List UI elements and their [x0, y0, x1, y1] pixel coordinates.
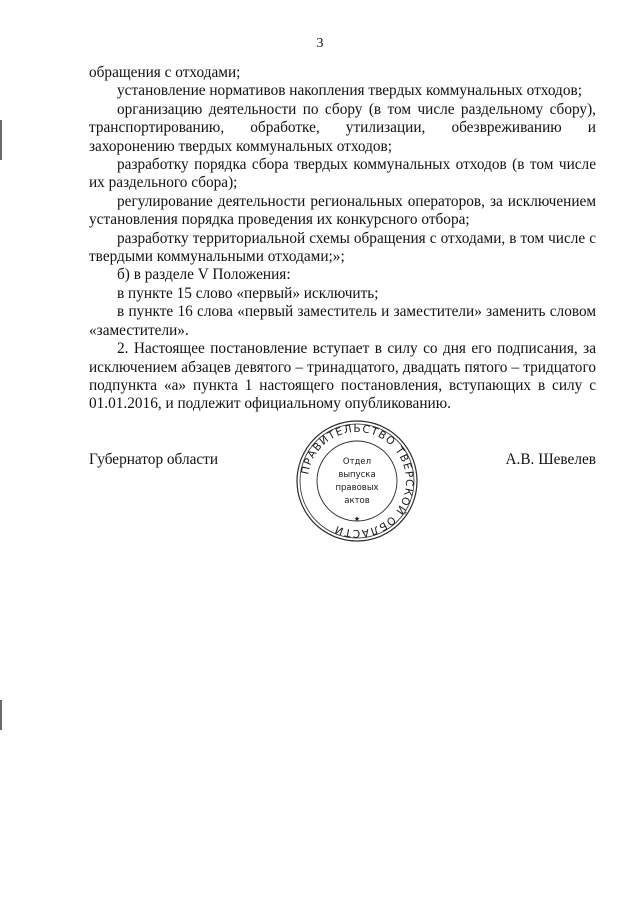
paragraph: организацию деятельности по сбору (в том числе раздельному сбору), транспортированию, обработке, утилизации, обезвреживанию и захоронению твердых коммунальных отходов;	[89, 100, 596, 155]
seal-ring-text: ПРАВИТЕЛЬСТВО ТВЕРСКОЙ ОБЛАСТИ	[299, 422, 416, 540]
document-body	[89, 64, 596, 414]
signatory-position: Губернатор области	[89, 451, 219, 468]
seal-center-line: Отдел	[342, 457, 372, 467]
seal-stamp-icon	[294, 418, 420, 544]
seal-center-line: актов	[344, 496, 370, 506]
paragraph: разработку территориальной схемы обращения с отходами, в том числе с твердыми коммунальными отходами;»;	[89, 229, 596, 266]
paragraph: 2. Настоящее постановление вступает в силу со дня его подписания, за исключением абзацев девятого – тринадцатого, двадцать пятого – тридцатого подпункта «а» пункта 1 настоящего постановления, вступающих в силу с 01.01.2016, и подлежит официальному опубликованию.	[89, 340, 596, 413]
paragraph: установление нормативов накопления твердых коммунальных отходов;	[117, 82, 582, 100]
paragraph: обращения с отходами;	[89, 64, 241, 81]
paragraph: регулирование деятельности региональных операторов, за исключением установления порядка проведения их конкурсного отбора;	[89, 192, 596, 229]
seal-center-line: правовых	[335, 483, 379, 493]
paragraph: в пункте 16 слова «первый заместитель и заместители» заменить словом «заместители».	[89, 303, 596, 339]
signatory-name: А.В. Шевелев	[505, 451, 596, 468]
seal-center-line: выпуска	[338, 470, 376, 480]
seal-star: ★	[353, 515, 361, 523]
paragraph: б) в разделе V Положения:	[117, 266, 291, 284]
official-seal	[294, 418, 420, 544]
scan-margin-mark	[0, 120, 2, 160]
paragraph: разработку порядка сбора твердых коммунальных отходов (в том числе их раздельного сбора);	[89, 156, 596, 192]
paragraph: в пункте 15 слово «первый» исключить;	[117, 284, 379, 302]
page-number: 3	[316, 36, 324, 51]
scan-margin-mark	[0, 700, 2, 730]
